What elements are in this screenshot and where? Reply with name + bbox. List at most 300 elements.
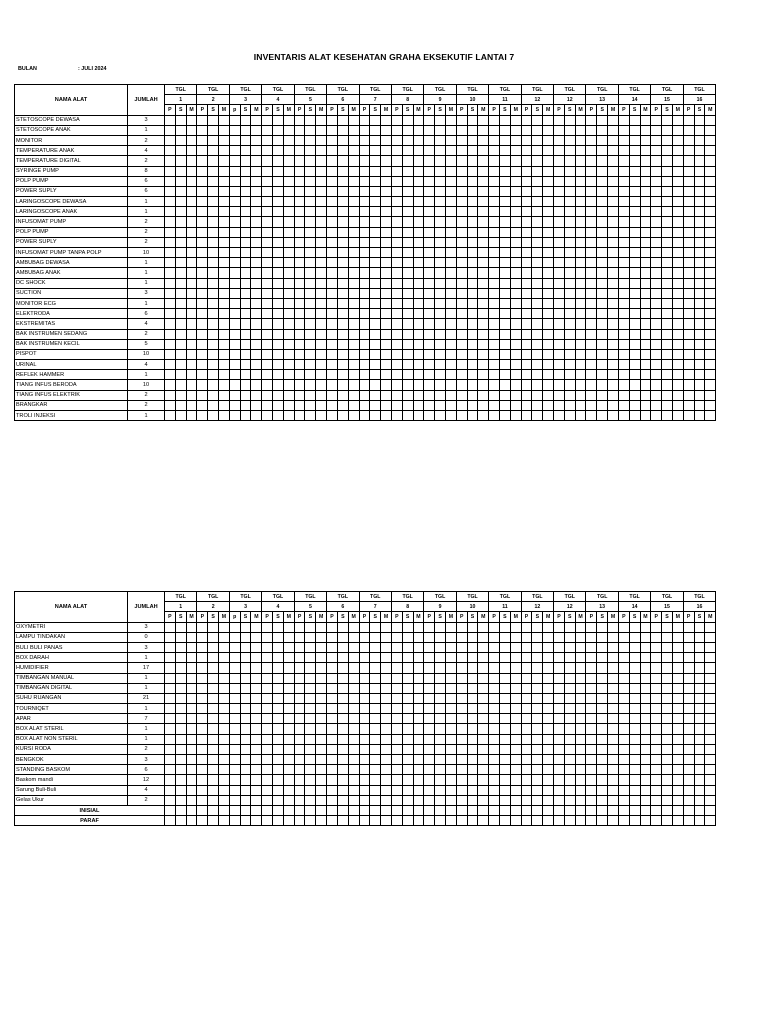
check-cell (597, 319, 608, 329)
check-cell (402, 217, 413, 227)
check-cell (435, 411, 446, 421)
check-cell (651, 683, 662, 693)
check-cell (197, 227, 208, 237)
check-cell (402, 795, 413, 805)
check-cell (337, 795, 348, 805)
check-cell (651, 156, 662, 166)
shift-label: M (413, 105, 424, 115)
shift-label: S (662, 105, 673, 115)
check-cell (694, 125, 705, 135)
check-cell (316, 622, 327, 632)
check-cell (262, 237, 273, 247)
check-cell (435, 339, 446, 349)
check-cell (597, 775, 608, 785)
check-cell (597, 156, 608, 166)
check-cell (500, 785, 511, 795)
check-cell (597, 653, 608, 663)
check-cell (640, 186, 651, 196)
check-cell (229, 248, 240, 258)
check-cell (435, 268, 446, 278)
check-cell (532, 298, 543, 308)
check-cell (672, 653, 683, 663)
table-row (15, 744, 716, 754)
check-cell (435, 227, 446, 237)
shift-label: M (251, 105, 262, 115)
check-cell (186, 329, 197, 339)
check-cell (391, 207, 402, 217)
check-cell (478, 744, 489, 754)
shift-label: p (229, 612, 240, 622)
check-cell (500, 724, 511, 734)
shift-label: P (262, 105, 273, 115)
check-cell (283, 268, 294, 278)
check-cell (672, 663, 683, 673)
shift-label: P (586, 612, 597, 622)
check-cell (629, 714, 640, 724)
check-cell (564, 653, 575, 663)
check-cell (283, 248, 294, 258)
check-cell (381, 411, 392, 421)
check-cell (705, 744, 716, 754)
check-cell (240, 755, 251, 765)
check-cell (359, 329, 370, 339)
check-cell (262, 411, 273, 421)
check-cell (391, 765, 402, 775)
check-cell (586, 248, 597, 258)
check-cell (370, 622, 381, 632)
day-number: 12 (521, 95, 553, 105)
check-cell (510, 288, 521, 298)
check-cell (327, 237, 338, 247)
check-cell (500, 714, 511, 724)
check-cell (402, 166, 413, 176)
check-cell (608, 146, 619, 156)
check-cell (575, 309, 586, 319)
check-cell (489, 339, 500, 349)
tgl-header: TGL (165, 592, 197, 602)
shift-label: P (618, 612, 629, 622)
check-cell (370, 309, 381, 319)
check-cell (251, 755, 262, 765)
check-cell (262, 663, 273, 673)
table-row (15, 156, 716, 166)
check-cell (521, 156, 532, 166)
check-cell (240, 207, 251, 217)
check-cell (391, 390, 402, 400)
check-cell (586, 370, 597, 380)
check-cell (337, 339, 348, 349)
check-cell (413, 268, 424, 278)
check-cell (208, 146, 219, 156)
check-cell (489, 785, 500, 795)
check-cell (370, 268, 381, 278)
check-cell (651, 724, 662, 734)
shift-label: S (337, 105, 348, 115)
check-cell (165, 339, 176, 349)
check-cell (413, 217, 424, 227)
check-cell (229, 186, 240, 196)
check-cell (445, 237, 456, 247)
check-cell (359, 135, 370, 145)
check-cell (586, 693, 597, 703)
check-cell (294, 360, 305, 370)
check-cell (435, 278, 446, 288)
check-cell (586, 339, 597, 349)
shift-label: S (629, 612, 640, 622)
check-cell (316, 816, 327, 826)
check-cell (672, 816, 683, 826)
check-cell (273, 765, 284, 775)
check-cell (521, 146, 532, 156)
check-cell (554, 309, 565, 319)
check-cell (229, 795, 240, 805)
shift-label: M (219, 105, 230, 115)
check-cell (683, 755, 694, 765)
check-cell (370, 248, 381, 258)
check-cell (521, 329, 532, 339)
check-cell (510, 146, 521, 156)
check-cell (532, 339, 543, 349)
check-cell (424, 278, 435, 288)
check-cell (186, 653, 197, 663)
check-cell (402, 237, 413, 247)
check-cell (229, 298, 240, 308)
check-cell (694, 714, 705, 724)
check-cell (662, 714, 673, 724)
equipment-name: INFUSOMAT PUMP TANPA POLP (15, 248, 128, 258)
check-cell (175, 207, 186, 217)
check-cell (575, 663, 586, 673)
check-cell (381, 166, 392, 176)
check-cell (273, 714, 284, 724)
check-cell (683, 248, 694, 258)
check-cell (575, 115, 586, 125)
equipment-name: POWER SUPLY (15, 186, 128, 196)
check-cell (564, 775, 575, 785)
check-cell (640, 268, 651, 278)
check-cell (543, 207, 554, 217)
check-cell (165, 380, 176, 390)
check-cell (337, 785, 348, 795)
equipment-quantity: 8 (128, 166, 165, 176)
check-cell (370, 683, 381, 693)
check-cell (175, 115, 186, 125)
check-cell (510, 805, 521, 815)
shift-label: M (186, 105, 197, 115)
table-row (15, 370, 716, 380)
shift-label: S (597, 105, 608, 115)
check-cell (500, 795, 511, 805)
check-cell (197, 411, 208, 421)
shift-label: M (672, 105, 683, 115)
check-cell (575, 724, 586, 734)
equipment-name: LARINGOSCOPE ANAK (15, 207, 128, 217)
check-cell (348, 258, 359, 268)
check-cell (575, 360, 586, 370)
check-cell (554, 217, 565, 227)
check-cell (197, 135, 208, 145)
check-cell (229, 115, 240, 125)
shift-label: M (575, 612, 586, 622)
check-cell (175, 411, 186, 421)
check-cell (662, 380, 673, 390)
check-cell (208, 765, 219, 775)
check-cell (651, 115, 662, 125)
check-cell (532, 217, 543, 227)
check-cell (251, 248, 262, 258)
check-cell (273, 380, 284, 390)
check-cell (294, 115, 305, 125)
check-cell (705, 775, 716, 785)
check-cell (500, 309, 511, 319)
check-cell (608, 288, 619, 298)
check-cell (435, 744, 446, 754)
check-cell (337, 380, 348, 390)
check-cell (575, 795, 586, 805)
check-cell (391, 775, 402, 785)
check-cell (413, 197, 424, 207)
check-cell (391, 785, 402, 795)
check-cell (165, 816, 176, 826)
check-cell (359, 197, 370, 207)
check-cell (608, 268, 619, 278)
check-cell (597, 146, 608, 156)
check-cell (683, 258, 694, 268)
check-cell (467, 227, 478, 237)
check-cell (694, 693, 705, 703)
check-cell (662, 734, 673, 744)
check-cell (467, 115, 478, 125)
check-cell (327, 816, 338, 826)
check-cell (219, 268, 230, 278)
check-cell (240, 805, 251, 815)
check-cell (402, 755, 413, 765)
equipment-name: URINAL (15, 360, 128, 370)
check-cell (219, 309, 230, 319)
check-cell (554, 166, 565, 176)
check-cell (186, 642, 197, 652)
check-cell (337, 755, 348, 765)
check-cell (575, 197, 586, 207)
check-cell (586, 683, 597, 693)
check-cell (651, 663, 662, 673)
shift-label: S (694, 105, 705, 115)
check-cell (262, 135, 273, 145)
check-cell (586, 237, 597, 247)
check-cell (262, 370, 273, 380)
check-cell (165, 135, 176, 145)
check-cell (370, 278, 381, 288)
check-cell (294, 411, 305, 421)
check-cell (521, 632, 532, 642)
check-cell (554, 683, 565, 693)
check-cell (348, 278, 359, 288)
check-cell (521, 227, 532, 237)
check-cell (445, 360, 456, 370)
shift-label: S (629, 105, 640, 115)
check-cell (608, 156, 619, 166)
check-cell (165, 146, 176, 156)
check-cell (219, 135, 230, 145)
check-cell (445, 785, 456, 795)
check-cell (197, 298, 208, 308)
check-cell (467, 288, 478, 298)
check-cell (575, 400, 586, 410)
check-cell (391, 227, 402, 237)
check-cell (240, 411, 251, 421)
check-cell (521, 795, 532, 805)
check-cell (608, 217, 619, 227)
check-cell (197, 166, 208, 176)
check-cell (251, 288, 262, 298)
month-label: BULAN (18, 66, 37, 72)
check-cell (165, 411, 176, 421)
check-cell (359, 632, 370, 642)
check-cell (413, 411, 424, 421)
check-cell (651, 125, 662, 135)
check-cell (489, 653, 500, 663)
check-cell (370, 166, 381, 176)
check-cell (262, 805, 273, 815)
check-cell (683, 309, 694, 319)
check-cell (273, 349, 284, 359)
check-cell (424, 795, 435, 805)
check-cell (586, 166, 597, 176)
check-cell (229, 349, 240, 359)
shift-label: M (316, 612, 327, 622)
check-cell (273, 288, 284, 298)
check-cell (705, 288, 716, 298)
check-cell (672, 258, 683, 268)
check-cell (586, 309, 597, 319)
check-cell (273, 268, 284, 278)
check-cell (219, 390, 230, 400)
check-cell (327, 135, 338, 145)
check-cell (532, 135, 543, 145)
check-cell (662, 248, 673, 258)
check-cell (273, 816, 284, 826)
check-cell (564, 237, 575, 247)
check-cell (208, 135, 219, 145)
check-cell (327, 319, 338, 329)
check-cell (683, 632, 694, 642)
check-cell (413, 248, 424, 258)
shift-label: S (240, 105, 251, 115)
check-cell (694, 329, 705, 339)
check-cell (327, 755, 338, 765)
check-cell (229, 683, 240, 693)
check-cell (165, 765, 176, 775)
check-cell (229, 693, 240, 703)
check-cell (240, 724, 251, 734)
check-cell (186, 370, 197, 380)
check-cell (370, 795, 381, 805)
check-cell (575, 146, 586, 156)
check-cell (510, 125, 521, 135)
check-cell (521, 785, 532, 795)
check-cell (348, 319, 359, 329)
check-cell (229, 663, 240, 673)
check-cell (219, 632, 230, 642)
check-cell (510, 400, 521, 410)
check-cell (456, 197, 467, 207)
check-cell (283, 319, 294, 329)
check-cell (694, 217, 705, 227)
check-cell (597, 339, 608, 349)
check-cell (348, 653, 359, 663)
check-cell (683, 380, 694, 390)
check-cell (662, 125, 673, 135)
check-cell (510, 278, 521, 288)
check-cell (197, 339, 208, 349)
check-cell (575, 744, 586, 754)
check-cell (575, 288, 586, 298)
check-cell (402, 288, 413, 298)
check-cell (640, 795, 651, 805)
check-cell (705, 693, 716, 703)
check-cell (705, 663, 716, 673)
check-cell (273, 755, 284, 765)
check-cell (705, 227, 716, 237)
check-cell (510, 744, 521, 754)
check-cell (316, 135, 327, 145)
check-cell (586, 319, 597, 329)
check-cell (229, 227, 240, 237)
check-cell (435, 765, 446, 775)
check-cell (337, 683, 348, 693)
check-cell (370, 765, 381, 775)
check-cell (543, 329, 554, 339)
check-cell (197, 176, 208, 186)
check-cell (489, 186, 500, 196)
table-row (15, 329, 716, 339)
check-cell (478, 115, 489, 125)
check-cell (543, 755, 554, 765)
check-cell (597, 734, 608, 744)
check-cell (359, 258, 370, 268)
shift-label: P (521, 612, 532, 622)
table-row (15, 278, 716, 288)
check-cell (305, 156, 316, 166)
check-cell (262, 227, 273, 237)
check-cell (240, 704, 251, 714)
check-cell (575, 785, 586, 795)
check-cell (273, 115, 284, 125)
check-cell (672, 166, 683, 176)
check-cell (219, 176, 230, 186)
check-cell (327, 642, 338, 652)
check-cell (575, 653, 586, 663)
check-cell (197, 642, 208, 652)
check-cell (208, 795, 219, 805)
equipment-name: SUCTION (15, 288, 128, 298)
check-cell (445, 816, 456, 826)
check-cell (521, 755, 532, 765)
check-cell (381, 765, 392, 775)
check-cell (381, 349, 392, 359)
check-cell (575, 268, 586, 278)
check-cell (618, 207, 629, 217)
check-cell (683, 360, 694, 370)
check-cell (597, 115, 608, 125)
check-cell (597, 390, 608, 400)
check-cell (251, 775, 262, 785)
check-cell (413, 227, 424, 237)
check-cell (262, 298, 273, 308)
check-cell (359, 156, 370, 166)
check-cell (359, 380, 370, 390)
check-cell (240, 795, 251, 805)
